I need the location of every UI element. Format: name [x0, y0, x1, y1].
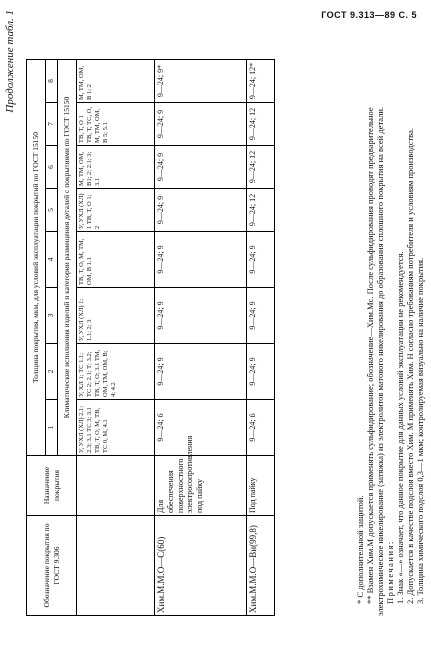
col-number: 5	[46, 189, 58, 232]
thickness-value: 9—24; 12	[247, 189, 275, 232]
notes-block	[355, 56, 425, 616]
climate-cell: У, УХЛ (ХЛ) 2.1; 2.3; 3.1 ТС 3; 3.1 ТВ, Т, О, М, ТВ, ТС 0, М, 4.1	[77, 400, 155, 456]
col-number: 3	[46, 288, 58, 344]
continuation-label: Продолжение табл. 1	[4, 10, 16, 113]
header-thickness: Толщина покрытия, мкм, для условий эксплуатации покрытий по ГОСТ 15150	[27, 59, 46, 455]
thickness-value: 9—24; 9	[247, 288, 275, 344]
climate-cell: У, УХЛ (ХЛ) 1 ТВ, Т, О 1; 2	[77, 189, 155, 232]
coating-purpose: Для обеспечения поверхностного электросопротивления под пайку	[155, 456, 247, 516]
col-number: 1	[46, 400, 58, 456]
col-number: 8	[46, 59, 58, 102]
thickness-value: 9—24; 9	[155, 103, 247, 146]
footnote: ** Взамен Хим.М допускается применять сульфидирование; обозначение—Хим.Мс. После сульфидирования проводят предварительное электрохимическое никелирование (затяжка) из электролитов матового никелирования до образования сплошного покрытия на всей детали.	[365, 106, 386, 616]
col-number: 2	[46, 344, 58, 400]
thickness-value: 9—24; 12*	[247, 59, 275, 102]
thickness-value: 9—24; 9	[155, 232, 247, 288]
thickness-value: 9—24; 9	[155, 288, 247, 344]
note: 1. Знак «—» означает, что данное покрытие для данных условий эксплуатации не рекомендуется.	[395, 251, 406, 604]
climate-cell: У, УХЛ (ХЛ) 1; 1.1; 2; 3	[77, 288, 155, 344]
col-number: 6	[46, 146, 58, 189]
climate-cell: М, ТМ, ОМ, В 1; 2	[77, 59, 155, 102]
thickness-value: 9—24; 9	[155, 344, 247, 400]
header-climate: Климатические исполнения изделий и категории размещения деталей с покрытиями по ГОСТ 15150	[58, 59, 77, 455]
climate-cell: ТВ, Т, О, М, ТМ, ОМ, В 1.1	[77, 232, 155, 288]
thickness-value: 9—24; 9	[155, 189, 247, 232]
coating-purpose: Под пайку	[247, 456, 275, 516]
notes-title: Примечания:	[385, 540, 396, 604]
coating-designation: Хим.М.М.О—Ви(99,8)	[247, 516, 275, 616]
col-number: 7	[46, 103, 58, 146]
thickness-value: 9—24; 12	[247, 146, 275, 189]
table-row	[155, 59, 247, 615]
thickness-value: 9—24; 6	[247, 400, 275, 456]
coating-designation: Хим.М.М.О—С(60)	[155, 516, 247, 616]
thickness-value: 9—24; 9	[247, 232, 275, 288]
note: 2. Допускается в качестве подслоя вместо Хим. М применять Хим. Н согласно требованиям потребителя и условиям производства.	[405, 128, 416, 604]
page-header: ГОСТ 9.313—89 С. 5	[321, 10, 417, 20]
thickness-value: 9—24; 9	[247, 344, 275, 400]
thickness-value: 9—24; 12	[247, 103, 275, 146]
table-row	[247, 59, 275, 615]
climate-cell: ТВ, Т, О 1 ТВ, Т, ТС, О, М, ТМ, ОМ, В 5; 5.1	[77, 103, 155, 146]
header-designation: Обозначение покрытия по ГОСТ 9.306	[27, 516, 77, 616]
climate-cell: У, ХЛ 1; ТС 1.1; ТС 2; 2.1; Т; 3.2; ТВ, Т, О; 3.1 ТМ, ОМ, ТМ, ОМ, В; 4; 4.2	[77, 344, 155, 400]
thickness-value: 9—24; 9*	[155, 59, 247, 102]
coatings-table	[26, 59, 275, 616]
note: 3. Толщина химического подслоя 0,3—1 мкм; контролируемая визуально на наличие покрытия.	[415, 257, 426, 604]
thickness-value: 9—24; 6	[155, 400, 247, 456]
climate-cell: М, ТМ, ОМ, В1; 2; 2.1; 3; 3.1	[77, 146, 155, 189]
footnote: * С дополнительной защитой.	[355, 495, 365, 604]
col-number: 4	[46, 232, 58, 288]
thickness-value: 9—24; 9	[155, 146, 247, 189]
header-purpose: Назначение покрытия	[27, 456, 77, 516]
